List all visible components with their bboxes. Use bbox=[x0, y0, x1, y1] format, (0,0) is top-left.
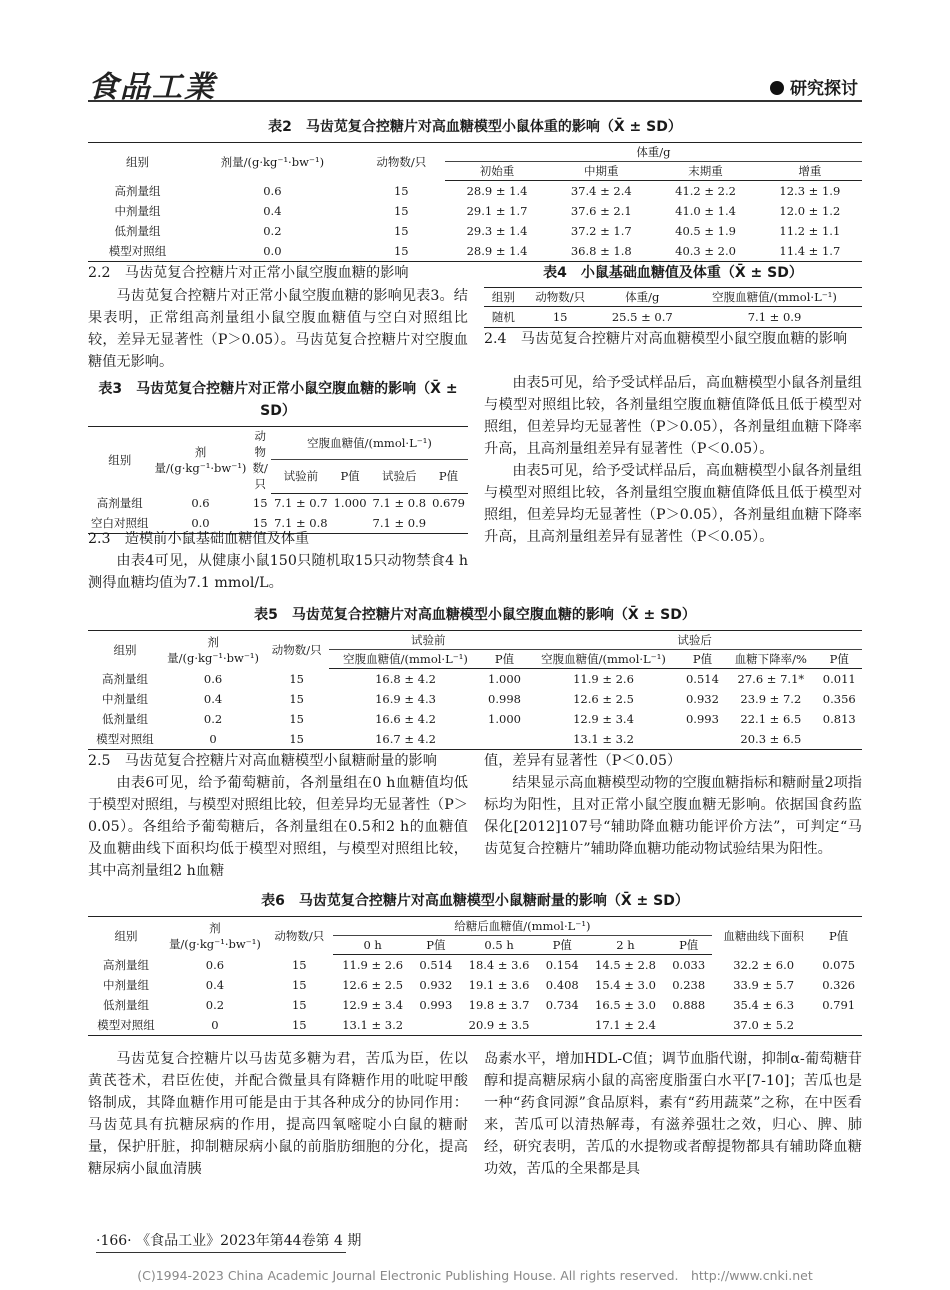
header-rule bbox=[88, 100, 862, 102]
table-cell: 16.6 ± 4.2 bbox=[375, 711, 436, 726]
table5-h-sub: 空腹血糖值/(mmol·L⁻¹) bbox=[329, 650, 482, 669]
table3-h-sub: 试验前 bbox=[271, 460, 331, 493]
table2-h-sub: 增重 bbox=[758, 162, 862, 181]
table-cell: 15 bbox=[252, 496, 268, 510]
section-2-4-heading: 2.4 马齿苋复合控糖片对高血糖模型小鼠空腹血糖的影响 bbox=[484, 331, 848, 347]
table-cell: 7.1 ± 0.8 bbox=[274, 516, 328, 530]
table5-h-sub: 血糖下降率/% bbox=[725, 650, 816, 669]
discussion-right bbox=[484, 1048, 862, 1180]
table3-h-glu: 空腹血糖值/(mmol·L⁻¹) bbox=[271, 427, 468, 460]
table-cell: 0.993 bbox=[685, 711, 719, 726]
section-label: 研究探讨 bbox=[790, 79, 858, 99]
table-cell: 35.4 ± 6.3 bbox=[733, 997, 795, 1012]
table-cell: 模型对照组 bbox=[96, 731, 154, 746]
table-cell: 0 bbox=[211, 1017, 219, 1032]
table6-h-glu: 给糖后血糖值/(mmol·L⁻¹) bbox=[333, 917, 712, 936]
table-cell: 14.5 ± 2.8 bbox=[595, 957, 656, 972]
table5-h-sub: P值 bbox=[817, 650, 862, 669]
table4-h: 动物数/只 bbox=[523, 288, 598, 307]
table-cell: 37.2 ± 1.7 bbox=[570, 223, 632, 238]
table-row bbox=[88, 975, 862, 995]
table-cell: 高剂量组 bbox=[102, 957, 149, 972]
table-cell: 0.238 bbox=[672, 977, 706, 992]
paragraph: 马齿苋复合控糖片对正常小鼠空腹血糖的影响见表3。结果表明，正常组高剂量组小鼠空腹血糖值与空白对照组比较，差异无显著性（P＞0.05）。马齿苋复合控糖片对空腹血糖值无影响。 bbox=[88, 288, 468, 370]
table-cell bbox=[482, 729, 527, 750]
table-cell: 0.2 bbox=[263, 223, 282, 238]
table-cell: 0.154 bbox=[545, 957, 579, 972]
table-cell: 19.1 ± 3.6 bbox=[468, 977, 530, 992]
table-cell bbox=[413, 1015, 460, 1036]
table-cell: 低剂量组 bbox=[102, 711, 149, 726]
table-cell: 0.356 bbox=[822, 691, 856, 706]
table-cell: 11.4 ± 1.7 bbox=[779, 243, 841, 258]
table-cell: 7.1 ± 0.9 bbox=[747, 310, 802, 324]
table4-h: 体重/g bbox=[598, 288, 687, 307]
table6-h-sub: 0 h bbox=[333, 936, 413, 955]
table6-h-sub: 0.5 h bbox=[459, 936, 539, 955]
table-cell: 15 bbox=[291, 997, 307, 1012]
table-cell: 12.6 ± 2.5 bbox=[342, 977, 404, 992]
table5-h-count: 动物数/只 bbox=[271, 642, 322, 657]
table-cell: 0.408 bbox=[545, 977, 579, 992]
table-cell: 7.1 ± 0.7 bbox=[274, 496, 328, 511]
table-cell: 0.6 bbox=[205, 957, 225, 972]
table-row bbox=[88, 493, 468, 513]
table-cell: 0.6 bbox=[191, 496, 210, 510]
table-cell: 15 bbox=[291, 977, 307, 992]
section-2-4-body bbox=[484, 372, 862, 548]
table-cell: 0.932 bbox=[419, 977, 453, 992]
table-cell: 0.813 bbox=[822, 711, 856, 726]
table-cell: 16.8 ± 4.2 bbox=[375, 671, 436, 686]
table-cell: 25.5 ± 0.7 bbox=[611, 310, 673, 324]
table-cell: 37.0 ± 5.2 bbox=[733, 1017, 795, 1032]
table-cell: 22.1 ± 6.5 bbox=[740, 711, 802, 726]
table-cell: 中剂量组 bbox=[102, 691, 149, 706]
table-cell: 36.8 ± 1.8 bbox=[570, 243, 632, 258]
section-2-2-body bbox=[88, 285, 468, 373]
table6-h-sub: 2 h bbox=[586, 936, 666, 955]
paragraph-continued: 岛素水平，增加HDL-C值；调节血脂代谢，抑制α-葡萄糖苷醇和提高糖尿病小鼠的高密度脂蛋白水平[7-10]；苦瓜也是一种“药食同源”食品原料，素有“药用蔬菜”之称，在中医看来，苦瓜可以清热解毒，有滋养强壮之效，归心、脾、肺经，研究表明，苦瓜的水提物或者醇提物都具有辅助降血糖功效，苦瓜的全果都是具 bbox=[484, 1051, 862, 1177]
table-cell: 0.6 bbox=[263, 183, 282, 198]
table2-h-group: 组别 bbox=[126, 154, 150, 169]
table-cell: 0.075 bbox=[822, 957, 856, 972]
table-cell: 12.6 ± 2.5 bbox=[573, 691, 634, 706]
table6-h-p: P值 bbox=[829, 928, 849, 943]
table4 bbox=[484, 287, 862, 328]
table-cell: 17.1 ± 2.4 bbox=[595, 1017, 656, 1032]
table3-h-dose: 剂量/(g·kg⁻¹·bw⁻¹) bbox=[154, 445, 247, 475]
table-cell: 模型对照组 bbox=[97, 1017, 155, 1032]
table-cell: 15 bbox=[291, 957, 307, 972]
table-cell bbox=[815, 1015, 862, 1036]
table-cell: 15 bbox=[289, 691, 304, 706]
table-cell: 中剂量组 bbox=[114, 203, 161, 218]
table-cell: 15 bbox=[552, 310, 568, 324]
journal-logo: 食品工業 bbox=[88, 70, 216, 105]
table-cell: 29.1 ± 1.7 bbox=[466, 203, 528, 218]
table-row bbox=[88, 995, 862, 1015]
table-cell: 15.4 ± 3.0 bbox=[595, 977, 656, 992]
table-cell: 7.1 ± 0.9 bbox=[372, 516, 427, 530]
table-cell: 33.9 ± 5.7 bbox=[733, 977, 795, 992]
journal-issue: 《食品工业》2023年第44卷第 4 期 bbox=[136, 1233, 362, 1249]
table-cell: 12.9 ± 3.4 bbox=[573, 711, 634, 726]
table-cell: 0.514 bbox=[419, 957, 453, 972]
table-cell bbox=[817, 729, 862, 750]
table5 bbox=[88, 630, 862, 750]
table6-h-sub: P值 bbox=[539, 936, 586, 955]
section-2-2-heading: 2.2 马齿苋复合控糖片对正常小鼠空腹血糖的影响 bbox=[88, 265, 409, 281]
table-cell: 13.1 ± 3.2 bbox=[342, 1017, 404, 1032]
table2 bbox=[88, 142, 862, 262]
table-cell: 15 bbox=[393, 243, 409, 258]
table5-h-dose: 剂量/(g·kg⁻¹·bw⁻¹) bbox=[167, 634, 260, 665]
table-cell: 7.1 ± 0.8 bbox=[372, 496, 427, 511]
table-cell: 0.932 bbox=[685, 691, 719, 706]
table-cell: 18.4 ± 3.6 bbox=[468, 957, 530, 972]
table-cell: 高剂量组 bbox=[102, 671, 149, 686]
table-cell: 0.514 bbox=[685, 671, 719, 686]
paragraph-continued: 值，差异有显著性（P＜0.05） bbox=[484, 753, 682, 769]
table2-h-weight: 体重/g bbox=[445, 143, 862, 162]
table-cell: 0.998 bbox=[488, 691, 521, 706]
table2-h-sub: 末期重 bbox=[653, 162, 757, 181]
table-row bbox=[88, 955, 862, 975]
table-cell: 0.0 bbox=[263, 243, 282, 258]
table5-h-sub: P值 bbox=[482, 650, 527, 669]
table3-h-count: 动物数/只 bbox=[252, 429, 268, 491]
table6-caption: 表6 马齿苋复合控糖片对高血糖模型小鼠糖耐量的影响（X̄ ± SD） bbox=[261, 893, 689, 909]
table2-caption: 表2 马齿苋复合控糖片对高血糖模型小鼠体重的影响（X̄ ± SD） bbox=[268, 119, 682, 135]
table-cell: 高剂量组 bbox=[96, 496, 143, 510]
table6-h-count: 动物数/只 bbox=[274, 928, 325, 943]
table-cell: 28.9 ± 1.4 bbox=[466, 183, 528, 198]
table5-h-sub: 空腹血糖值/(mmol·L⁻¹) bbox=[527, 650, 680, 669]
table-cell: 0.888 bbox=[672, 997, 706, 1012]
table2-h-count: 动物数/只 bbox=[376, 154, 427, 169]
table3-h-group: 组别 bbox=[108, 453, 132, 467]
table-cell bbox=[665, 1015, 712, 1036]
table-cell: 11.9 ± 2.6 bbox=[342, 957, 404, 972]
table4-h: 空腹血糖值/(mmol·L⁻¹) bbox=[687, 288, 862, 307]
bullet-dot-icon bbox=[770, 81, 784, 95]
table5-h-before: 试验前 bbox=[329, 631, 527, 650]
table-cell: 0.4 bbox=[203, 691, 223, 706]
table-cell: 空白对照组 bbox=[91, 516, 149, 530]
table-cell: 0.2 bbox=[205, 997, 225, 1012]
page-number: ·166· bbox=[96, 1233, 132, 1249]
table6-h-group: 组别 bbox=[114, 928, 138, 943]
table6-h-area: 血糖曲线下面积 bbox=[723, 928, 804, 943]
table-cell: 0.791 bbox=[822, 997, 856, 1012]
table6 bbox=[88, 916, 862, 1036]
table-row bbox=[88, 221, 862, 241]
table3 bbox=[88, 426, 468, 534]
table-cell: 40.5 ± 1.9 bbox=[675, 223, 736, 238]
table-cell: 20.9 ± 3.5 bbox=[468, 1017, 530, 1032]
table-cell: 16.7 ± 4.2 bbox=[375, 731, 436, 746]
page-footer bbox=[96, 1230, 361, 1250]
table-cell: 高剂量组 bbox=[114, 183, 161, 198]
discussion-left bbox=[88, 1048, 468, 1180]
table-row bbox=[88, 689, 862, 709]
table-cell: 15 bbox=[393, 183, 409, 198]
table-cell: 32.2 ± 6.0 bbox=[733, 957, 795, 972]
table-cell: 15 bbox=[252, 516, 268, 530]
table-cell: 28.9 ± 1.4 bbox=[466, 243, 528, 258]
paragraph: 结果显示高血糖模型动物的空腹血糖指标和糖耐量2项指标均为阳性，且对正常小鼠空腹血糖无影响。依据国食药监保化[2012]107号“辅助降血糖功能评价方法”，可判定“马齿苋复合控糖片”辅助降血糖功能动物试验结果为阳性。 bbox=[484, 775, 862, 857]
table-cell: 15 bbox=[289, 731, 304, 746]
paragraph: 马齿苋复合控糖片以马齿苋多糖为君，苦瓜为臣，佐以黄芪苍术，君臣佐使，并配合微量具有降糖作用的吡啶甲酸铬制成，其降血糖作用可能是由于其各种成分的协同作用：马齿苋具有抗糖尿病的作用，提高四氧嘧啶小白鼠的糖耐量，保护肝脏，抑制糖尿病小鼠的前脂肪细胞的分化，提高糖尿病小鼠血清胰 bbox=[88, 1051, 468, 1177]
table-cell: 15 bbox=[291, 1017, 307, 1032]
section-2-5-continued bbox=[484, 750, 862, 860]
table-cell: 0.4 bbox=[205, 977, 225, 992]
paragraph: 由表5可见，给予受试样品后，高血糖模型小鼠各剂量组与模型对照组比较，各剂量组空腹血糖值降低且低于模型对照组，但差异均无显著性（P＞0.05），各剂量组血糖下降率升高，且高剂量组差异有显著性（P＜0.05）。 bbox=[484, 375, 862, 457]
table-cell: 12.0 ± 1.2 bbox=[779, 203, 841, 218]
table-cell: 0.6 bbox=[203, 671, 223, 686]
table2-h-sub: 中期重 bbox=[549, 162, 653, 181]
table2-h-dose: 剂量/(g·kg⁻¹·bw⁻¹) bbox=[220, 154, 325, 169]
table-cell: 40.3 ± 2.0 bbox=[675, 243, 736, 258]
table-cell: 41.0 ± 1.4 bbox=[675, 203, 736, 218]
table-cell: 0.993 bbox=[419, 997, 453, 1012]
table6-h-dose: 剂量/(g·kg⁻¹·bw⁻¹) bbox=[168, 920, 261, 951]
table-cell: 0.4 bbox=[263, 203, 282, 218]
table5-caption: 表5 马齿苋复合控糖片对高血糖模型小鼠空腹血糖的影响（X̄ ± SD） bbox=[254, 607, 696, 623]
table-cell: 0.2 bbox=[203, 711, 223, 726]
table-row bbox=[88, 729, 862, 750]
table-cell: 模型对照组 bbox=[108, 243, 167, 258]
table6-h-sub: P值 bbox=[413, 936, 460, 955]
footer-rule bbox=[96, 1252, 346, 1253]
table-cell: 11.9 ± 2.6 bbox=[573, 671, 634, 686]
table-cell: 1.000 bbox=[333, 496, 367, 511]
table2-h-sub: 初始重 bbox=[445, 162, 549, 181]
table-cell: 0.011 bbox=[822, 671, 856, 686]
table-cell: 20.3 ± 6.5 bbox=[740, 731, 802, 746]
table5-h-sub: P值 bbox=[680, 650, 725, 669]
table-cell: 0.033 bbox=[672, 957, 706, 972]
table-cell: 0.326 bbox=[822, 977, 856, 992]
table3-h-sub: 试验后 bbox=[370, 460, 430, 493]
table-cell: 37.4 ± 2.4 bbox=[570, 183, 632, 198]
table-row bbox=[88, 709, 862, 729]
section-2-5-heading: 2.5 马齿苋复合控糖片对高血糖模型小鼠糖耐量的影响 bbox=[88, 753, 437, 769]
table-cell: 0 bbox=[209, 731, 217, 746]
table-cell: 16.9 ± 4.3 bbox=[375, 691, 436, 706]
table-cell bbox=[680, 729, 725, 750]
table5-h-after: 试验后 bbox=[527, 631, 862, 650]
table-cell: 随机 bbox=[491, 310, 515, 324]
table-cell: 中剂量组 bbox=[102, 977, 149, 992]
table-cell: 0.734 bbox=[545, 997, 579, 1012]
table-cell: 19.8 ± 3.7 bbox=[468, 997, 530, 1012]
table-cell: 27.6 ± 7.1* bbox=[737, 671, 805, 686]
table-cell: 15 bbox=[289, 711, 304, 726]
table-cell: 37.6 ± 2.1 bbox=[570, 203, 632, 218]
section-tag bbox=[770, 74, 858, 99]
table-cell: 低剂量组 bbox=[102, 997, 149, 1012]
table-row bbox=[88, 181, 862, 201]
table-cell: 0.679 bbox=[432, 496, 465, 511]
table-cell: 15 bbox=[393, 223, 409, 238]
table-cell: 11.2 ± 1.1 bbox=[779, 223, 841, 238]
table-cell: 23.9 ± 7.2 bbox=[740, 691, 802, 706]
table-cell: 13.1 ± 3.2 bbox=[573, 731, 634, 746]
table-row bbox=[88, 669, 862, 689]
table-row bbox=[88, 1015, 862, 1036]
table4-caption: 表4 小鼠基础血糖值及体重（X̄ ± SD） bbox=[543, 265, 803, 281]
table-cell: 15 bbox=[393, 203, 409, 218]
table3-h-sub: P值 bbox=[331, 460, 370, 493]
table-cell: 1.000 bbox=[488, 711, 521, 726]
table-cell: 29.3 ± 1.4 bbox=[466, 223, 528, 238]
table-cell: 41.2 ± 2.2 bbox=[675, 183, 736, 198]
section-2-5-body bbox=[88, 772, 468, 882]
table-cell: 12.3 ± 1.9 bbox=[779, 183, 841, 198]
table-cell: 低剂量组 bbox=[114, 223, 161, 238]
table-row bbox=[88, 201, 862, 221]
section-2-3-heading: 2.3 造模前小鼠基础血糖值及体重 bbox=[88, 531, 310, 547]
table-row bbox=[484, 307, 862, 328]
table5-h-group: 组别 bbox=[113, 642, 137, 657]
table-cell: 15 bbox=[289, 671, 304, 686]
paragraph: 由表6可见，给予葡萄糖前，各剂量组在0 h血糖值均低于模型对照组，与模型对照组比较，但差异均无显著性（P＞0.05）。各组给予葡萄糖后，各剂量组在0.5和2 h的血糖值及血糖曲线下面积均低于模型对照组，与模型对照组比较，其中高剂量组2 h血糖 bbox=[88, 775, 468, 879]
section-2-3-body bbox=[88, 550, 468, 594]
paragraph: 由表4可见，从健康小鼠150只随机取15只动物禁食4 h测得血糖均值为7.1 mmol/L。 bbox=[88, 553, 468, 591]
table-row bbox=[88, 241, 862, 262]
table4-h: 组别 bbox=[484, 288, 523, 307]
table6-h-sub: P值 bbox=[665, 936, 712, 955]
table3-caption: 表3 马齿苋复合控糖片对正常小鼠空腹血糖的影响（X̄ ± SD） bbox=[98, 381, 458, 419]
table-cell: 0.0 bbox=[191, 516, 210, 530]
table-cell: 16.5 ± 3.0 bbox=[595, 997, 656, 1012]
copyright-line: (C)1994-2023 China Academic Journal Electronic Publishing House. All rights reserved. http://www.cnki.net bbox=[137, 1268, 813, 1283]
table-cell bbox=[539, 1015, 586, 1036]
table-cell: 1.000 bbox=[488, 671, 521, 686]
table3-h-sub: P值 bbox=[429, 460, 468, 493]
paragraph: 由表5可见，给予受试样品后，高血糖模型小鼠各剂量组与模型对照组比较，各剂量组空腹血糖值降低且低于模型对照组，但差异均无显著性（P＞0.05），各剂量组血糖下降率升高，且高剂量组差异有显著性（P＜0.05）。 bbox=[484, 463, 862, 545]
table-cell: 12.9 ± 3.4 bbox=[342, 997, 404, 1012]
